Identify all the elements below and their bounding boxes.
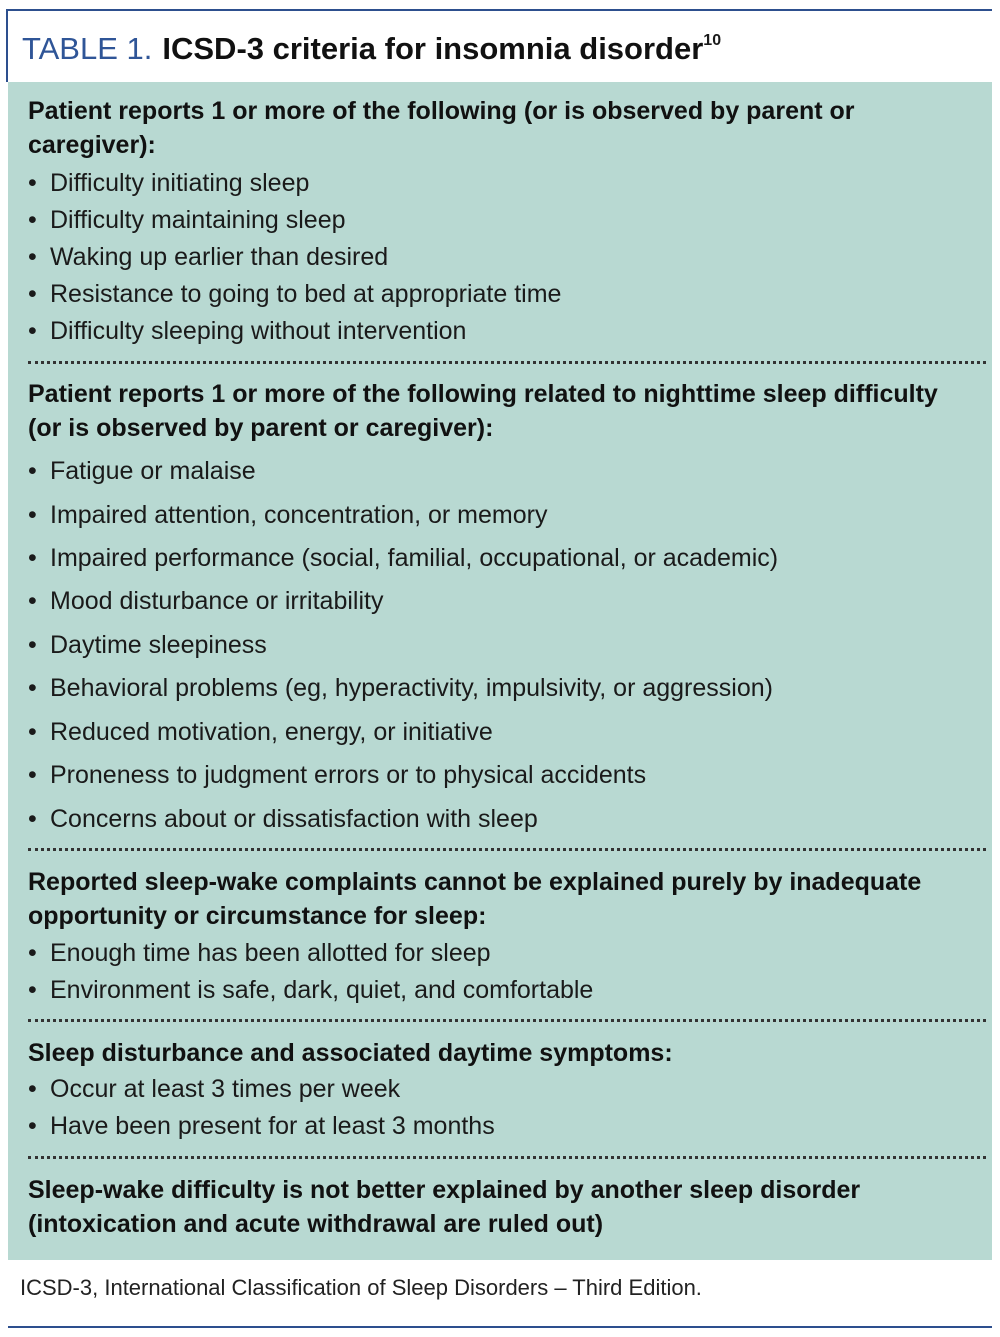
list-item-text: Difficulty initiating sleep — [50, 169, 310, 197]
list-item — [28, 279, 561, 309]
section-5-heading — [28, 1173, 978, 1241]
section-3-heading — [28, 865, 978, 933]
bullet: • — [28, 761, 37, 789]
bullet: • — [28, 206, 37, 234]
criteria-panel — [8, 82, 992, 1260]
section-4-heading — [28, 1036, 978, 1070]
list-item-text: Enough time has been allotted for sleep — [50, 939, 491, 967]
dotted-divider — [28, 1019, 986, 1022]
section-heading: Sleep disturbance and associated daytime symptoms: — [28, 1039, 673, 1067]
list-item — [28, 760, 646, 790]
bullet: • — [28, 587, 37, 615]
list-item — [28, 1111, 495, 1141]
bullet: • — [28, 457, 37, 485]
table-title-text: ICSD-3 criteria for insomnia disorder — [162, 31, 704, 66]
dotted-divider — [28, 361, 986, 364]
list-item-text: Difficulty sleeping without intervention — [50, 317, 467, 345]
table-footnote: ICSD-3, International Classification of Sleep Disorders – Third Edition. — [20, 1275, 702, 1300]
list-item-text: Behavioral problems (eg, hyperactivity, impulsivity, or aggression) — [50, 674, 773, 702]
list-item-text: Environment is safe, dark, quiet, and comfortable — [50, 976, 594, 1004]
section-1-heading — [28, 94, 978, 162]
bullet: • — [28, 674, 37, 702]
list-item — [28, 804, 538, 834]
list-item — [28, 500, 547, 530]
list-item-text: Waking up earlier than desired — [50, 243, 389, 271]
bullet: • — [28, 939, 37, 967]
bullet: • — [28, 1112, 37, 1140]
bullet: • — [28, 317, 37, 345]
list-item-text: Difficulty maintaining sleep — [50, 206, 346, 234]
bullet: • — [28, 280, 37, 308]
section-heading: Sleep-wake difficulty is not better explained by another sleep disorder (intoxication and acute withdrawal are ruled out) — [28, 1176, 861, 1238]
list-item-text: Impaired performance (social, familial, occupational, or academic) — [50, 544, 779, 572]
list-item-text: Fatigue or malaise — [50, 457, 256, 485]
bullet: • — [28, 976, 37, 1004]
list-item — [28, 975, 593, 1005]
section-heading: Patient reports 1 or more of the following (or is observed by parent or caregiver): — [28, 97, 855, 159]
dotted-divider — [28, 1156, 986, 1159]
list-item — [28, 1074, 400, 1104]
list-item-text: Reduced motivation, energy, or initiative — [50, 718, 493, 746]
top-rule — [6, 9, 992, 11]
list-item-text: Occur at least 3 times per week — [50, 1075, 401, 1103]
bullet: • — [28, 805, 37, 833]
bullet: • — [28, 501, 37, 529]
list-item — [28, 316, 466, 346]
list-item — [28, 630, 267, 660]
title-reference: 10 — [703, 32, 722, 49]
section-2-heading — [28, 377, 978, 445]
section-heading: Patient reports 1 or more of the following related to nighttime sleep difficulty (or is observed by parent or caregiver): — [28, 380, 938, 442]
list-item — [28, 586, 383, 616]
bullet: • — [28, 544, 37, 572]
list-item-text: Resistance to going to bed at appropriate time — [50, 280, 562, 308]
left-rule — [6, 9, 8, 82]
list-item-text: Daytime sleepiness — [50, 631, 267, 659]
list-item — [28, 673, 773, 703]
list-item — [28, 717, 493, 747]
list-item — [28, 938, 491, 968]
bottom-rule — [8, 1326, 992, 1328]
bullet: • — [28, 631, 37, 659]
list-item-text: Mood disturbance or irritability — [50, 587, 384, 615]
list-item-text: Proneness to judgment errors or to physical accidents — [50, 761, 647, 789]
list-item — [28, 543, 778, 573]
list-item-text: Have been present for at least 3 months — [50, 1112, 495, 1140]
bullet: • — [28, 718, 37, 746]
bullet: • — [28, 1075, 37, 1103]
dotted-divider — [28, 848, 986, 851]
bullet: • — [28, 243, 37, 271]
list-item — [28, 456, 256, 486]
list-item-text: Impaired attention, concentration, or memory — [50, 501, 548, 529]
list-item — [28, 168, 309, 198]
table-title — [22, 30, 721, 68]
section-heading: Reported sleep-wake complaints cannot be explained purely by inadequate opportunity or circumstance for sleep: — [28, 868, 922, 930]
list-item — [28, 205, 346, 235]
bullet: • — [28, 169, 37, 197]
list-item-text: Concerns about or dissatisfaction with sleep — [50, 805, 538, 833]
list-item — [28, 242, 388, 272]
table-label: TABLE 1. — [22, 31, 153, 66]
